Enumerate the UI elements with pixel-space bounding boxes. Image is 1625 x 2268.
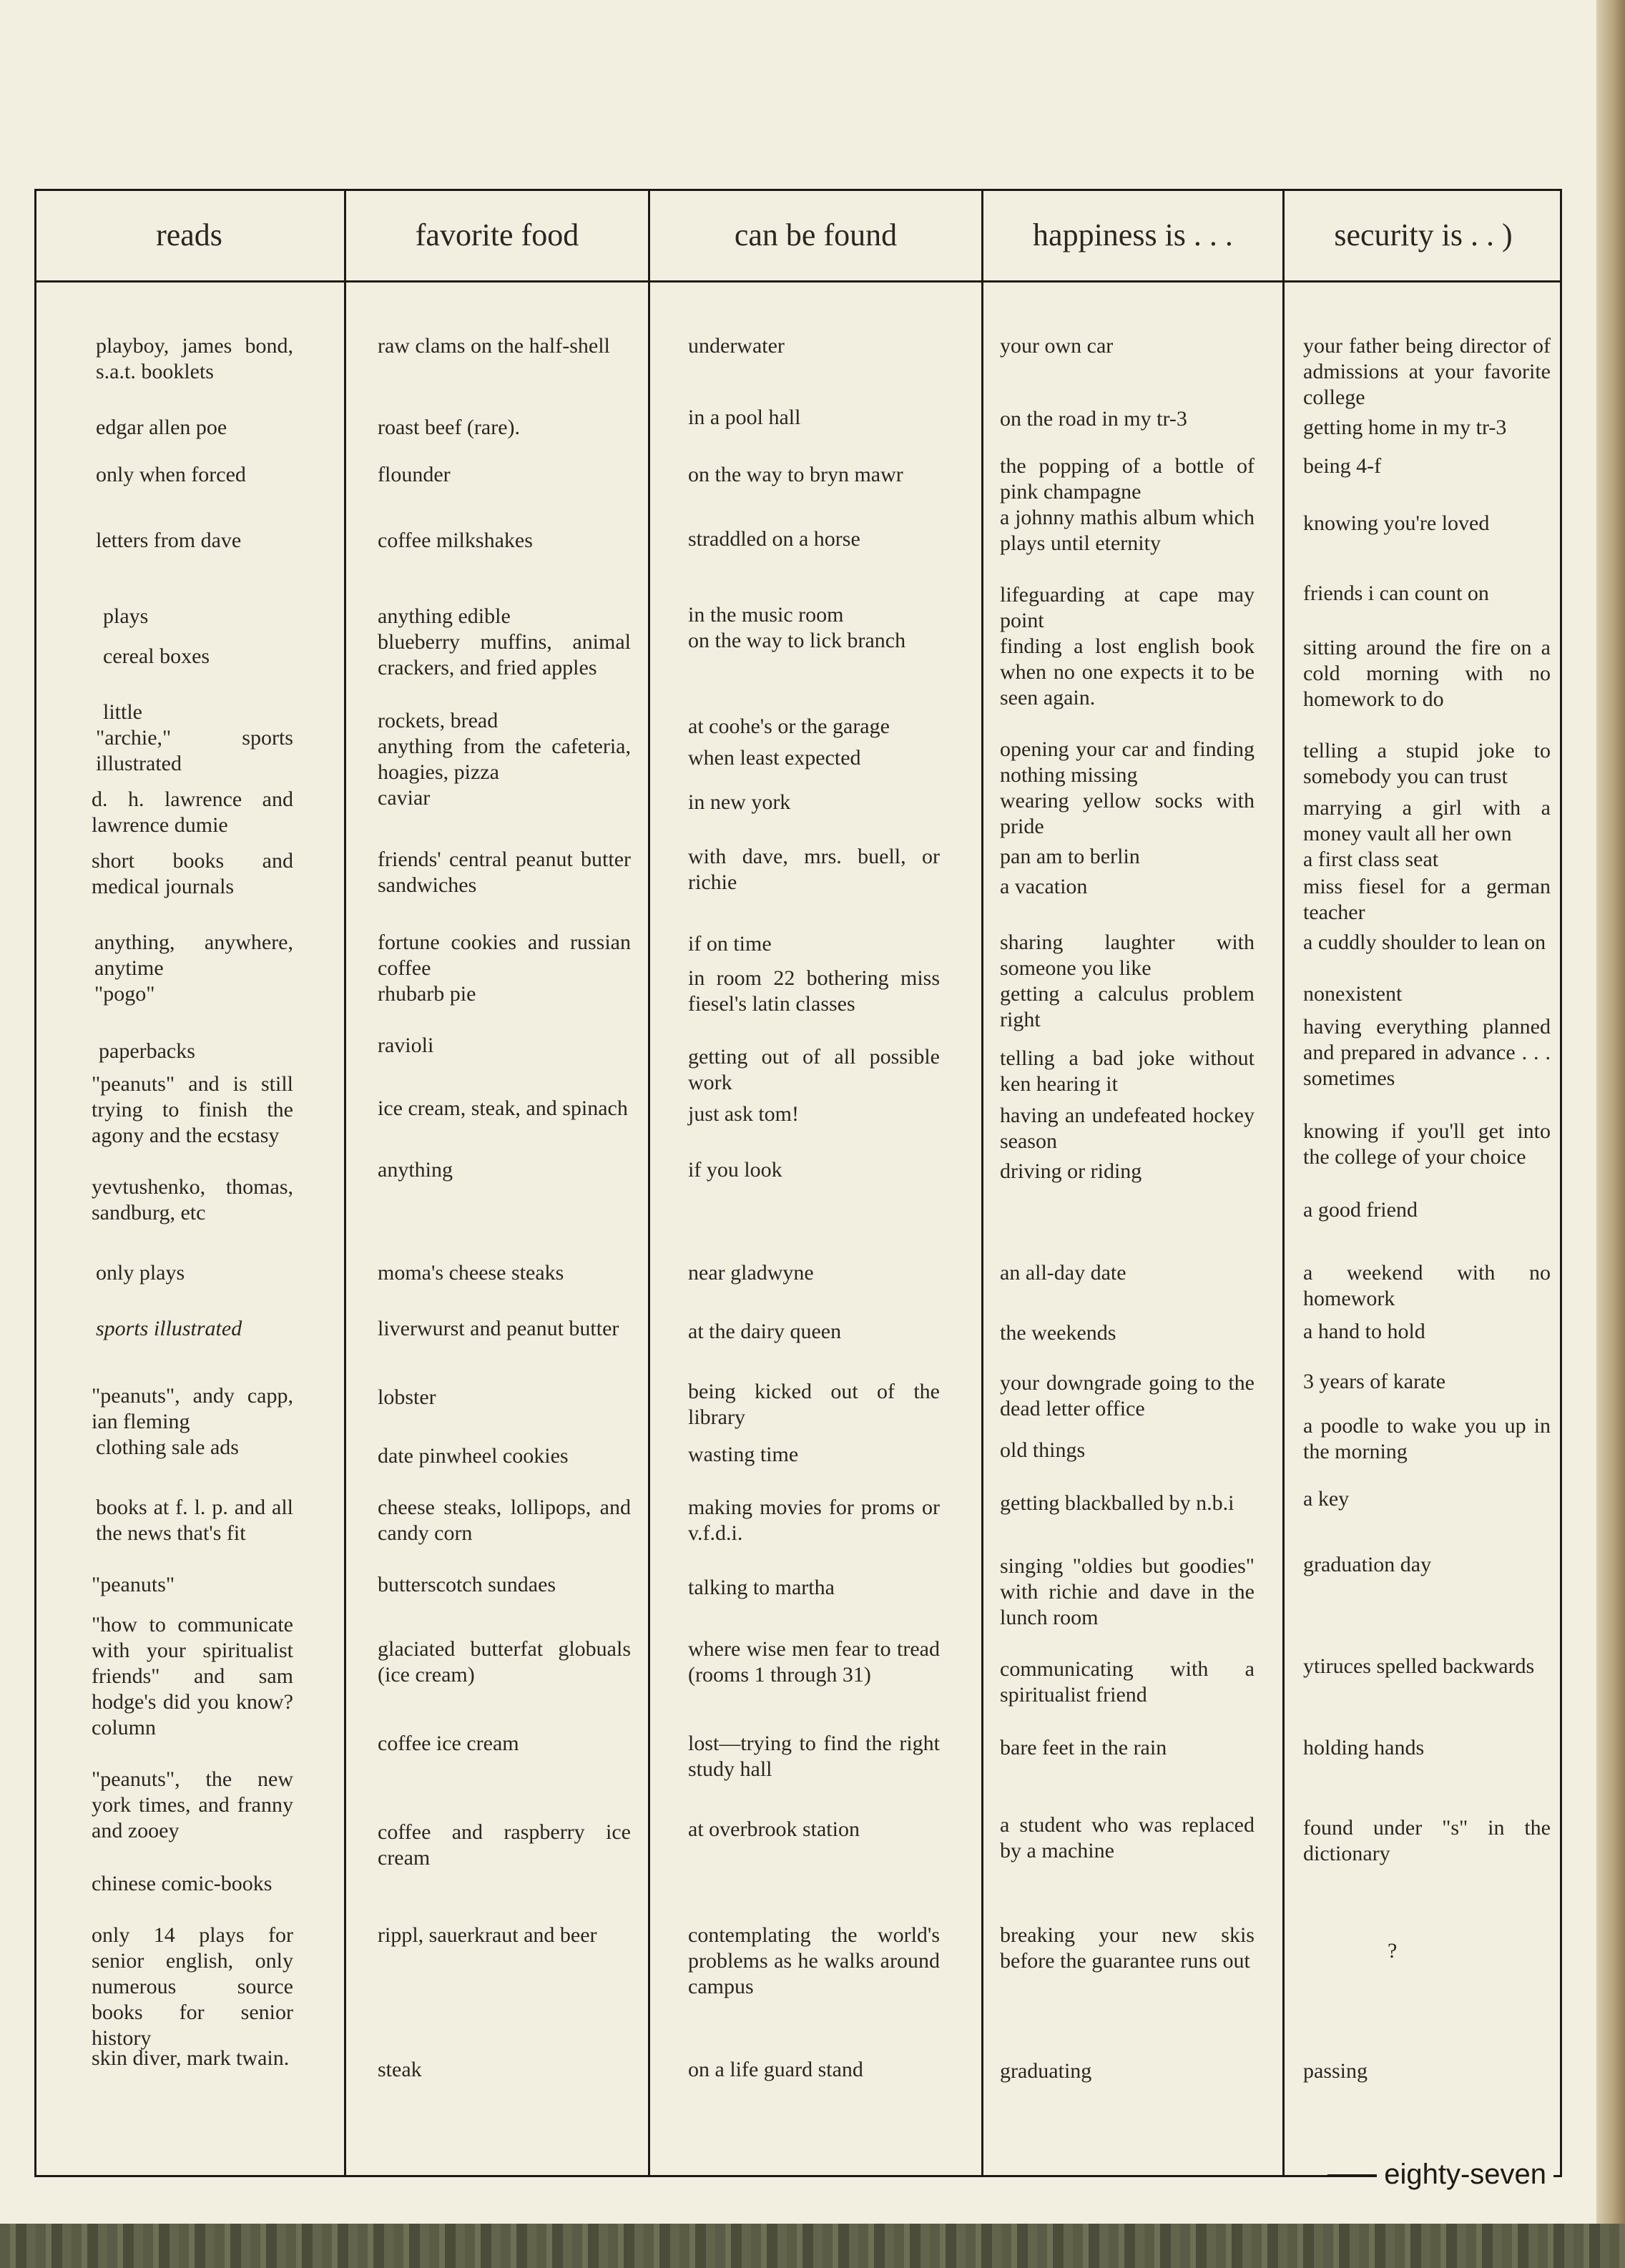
found-cell: on the way to lick branch xyxy=(688,629,906,652)
security-cell: nonexistent xyxy=(1303,982,1403,1006)
found-cell: if you look xyxy=(688,1158,782,1182)
security-cell: a first class seat xyxy=(1303,848,1439,871)
header-divider xyxy=(34,280,1562,283)
reads-cell: little xyxy=(103,700,142,724)
security-cell: a cuddly shoulder to lean on xyxy=(1303,931,1546,954)
page-number: eighty-seven xyxy=(1377,2159,1553,2191)
reads-cell: only plays xyxy=(96,1261,185,1285)
header-security: security is . . ) xyxy=(1334,217,1513,252)
happiness-cell: a vacation xyxy=(1000,875,1088,898)
food-cell: coffee and raspberry ice cream xyxy=(378,1820,631,1870)
food-cell: cheese steaks, lollipops, and candy corn xyxy=(378,1496,631,1545)
happiness-cell: an all-day date xyxy=(1000,1261,1126,1285)
found-cell: in the music room xyxy=(688,603,844,627)
found-cell: in a pool hall xyxy=(688,406,801,429)
food-cell: roast beef (rare). xyxy=(378,416,521,439)
food-cell: coffee milkshakes xyxy=(378,529,533,552)
column-divider xyxy=(648,189,650,2177)
happiness-cell: singing "oldies but goodies" with richie and dave in the lunch room xyxy=(1000,1554,1255,1629)
security-cell: having everything planned and prepared in advance . . . sometimes xyxy=(1303,1015,1551,1090)
found-cell: if on time xyxy=(688,932,772,956)
happiness-cell: old things xyxy=(1000,1438,1086,1462)
food-cell: flounder xyxy=(378,463,451,486)
found-cell: when least expected xyxy=(688,746,861,770)
security-cell: found under "s" in the dictionary xyxy=(1303,1816,1551,1865)
happiness-cell: bare feet in the rain xyxy=(1000,1736,1167,1759)
food-cell: glaciated butterfat globuals (ice cream) xyxy=(378,1637,631,1687)
food-cell: anything xyxy=(378,1158,453,1182)
happiness-cell: getting a calculus problem right xyxy=(1000,982,1255,1031)
found-cell: wasting time xyxy=(688,1443,799,1466)
security-cell: friends i can count on xyxy=(1303,581,1489,605)
food-cell: blueberry muffins, animal crackers, and fried apples xyxy=(378,630,631,679)
found-cell: underwater xyxy=(688,334,785,358)
security-cell: knowing if you'll get into the college of your choice xyxy=(1303,1119,1551,1169)
found-cell: being kicked out of the library xyxy=(688,1380,940,1429)
column-divider xyxy=(981,189,983,2177)
happiness-cell: driving or riding xyxy=(1000,1159,1142,1183)
security-cell: ytiruces spelled backwards xyxy=(1303,1654,1535,1678)
happiness-cell: on the road in my tr-3 xyxy=(1000,407,1187,431)
security-cell: your father being director of admissions at your favorite college xyxy=(1303,334,1551,409)
happiness-cell: finding a lost english book when no one expects it to be seen again. xyxy=(1000,634,1255,710)
happiness-cell: wearing yellow socks with pride xyxy=(1000,789,1255,838)
column-divider xyxy=(344,189,346,2177)
food-cell: raw clams on the half-shell xyxy=(378,334,610,358)
found-cell: talking to martha xyxy=(688,1576,835,1599)
reads-cell: d. h. lawrence and lawrence dumie xyxy=(92,787,293,837)
food-cell: coffee ice cream xyxy=(378,1732,519,1755)
reads-cell: "peanuts" xyxy=(92,1573,175,1596)
reads-cell: only when forced xyxy=(96,463,246,486)
happiness-cell: a johnny mathis album which plays until eternity xyxy=(1000,506,1255,555)
security-cell: getting home in my tr-3 xyxy=(1303,416,1507,439)
reads-cell: only 14 plays for senior english, only numerous source books for senior history xyxy=(92,1923,293,2050)
food-cell: ice cream, steak, and spinach xyxy=(378,1096,628,1120)
happiness-cell: the popping of a bottle of pink champagne xyxy=(1000,454,1255,504)
reads-cell: "pogo" xyxy=(94,982,155,1006)
found-cell: in room 22 bothering miss fiesel's latin classes xyxy=(688,966,940,1016)
security-cell: marrying a girl with a money vault all her own xyxy=(1303,796,1551,845)
happiness-cell: breaking your new skis before the guarantee runs out xyxy=(1000,1923,1255,1973)
security-cell: a key xyxy=(1303,1487,1350,1511)
header-favorite-food: favorite food xyxy=(415,217,579,252)
security-cell: passing xyxy=(1303,2059,1368,2083)
found-cell: in new york xyxy=(688,790,791,814)
reads-cell: letters from dave xyxy=(96,529,242,552)
reads-cell: edgar allen poe xyxy=(96,416,227,439)
food-cell: rhubarb pie xyxy=(378,982,476,1006)
happiness-cell: graduating xyxy=(1000,2059,1092,2083)
header-reads: reads xyxy=(156,217,222,252)
happiness-cell: the weekends xyxy=(1000,1321,1116,1345)
header-can-be-found: can be found xyxy=(734,217,898,252)
reads-cell: playboy, james bond, s.a.t. booklets xyxy=(96,334,293,383)
reads-cell: short books and medical journals xyxy=(92,849,293,898)
happiness-cell: sharing laughter with someone you like xyxy=(1000,931,1255,980)
happiness-cell: having an undefeated hockey season xyxy=(1000,1104,1255,1153)
column-divider xyxy=(1282,189,1285,2177)
page-number-rule xyxy=(1327,2174,1379,2176)
happiness-cell: opening your car and finding nothing missing xyxy=(1000,737,1255,787)
happiness-cell: a student who was replaced by a machine xyxy=(1000,1813,1255,1862)
reads-cell: cereal boxes xyxy=(103,644,210,668)
food-cell: friends' central peanut butter sandwiches xyxy=(378,848,631,897)
found-cell: contemplating the world's problems as he walks around campus xyxy=(688,1923,940,1998)
food-cell: moma's cheese steaks xyxy=(378,1261,564,1285)
found-cell: on a life guard stand xyxy=(688,2058,863,2081)
security-cell: graduation day xyxy=(1303,1553,1432,1576)
reads-cell: paperbacks xyxy=(99,1039,195,1063)
found-cell: just ask tom! xyxy=(688,1102,799,1126)
found-cell: straddled on a horse xyxy=(688,527,860,551)
page-bottom-edge xyxy=(0,2224,1625,2268)
found-cell: on the way to bryn mawr xyxy=(688,463,903,486)
security-cell: a good friend xyxy=(1303,1198,1418,1222)
reads-cell: "archie," sports illustrated xyxy=(96,726,293,775)
food-cell: rippl, sauerkraut and beer xyxy=(378,1923,597,1947)
happiness-cell: getting blackballed by n.b.i xyxy=(1000,1491,1234,1515)
security-cell: a weekend with no homework xyxy=(1303,1261,1551,1310)
reads-cell: "peanuts", the new york times, and franny and zooey xyxy=(92,1767,293,1842)
security-cell: a poodle to wake you up in the morning xyxy=(1303,1414,1551,1463)
happiness-cell: telling a bad joke without ken hearing it xyxy=(1000,1046,1255,1096)
reads-cell: "peanuts" and is still trying to finish the agony and the ecstasy xyxy=(92,1072,293,1147)
security-cell: ? xyxy=(1388,1939,1398,1963)
found-cell: getting out of all possible work xyxy=(688,1045,940,1094)
found-cell: at overbrook station xyxy=(688,1817,860,1841)
food-cell: ravioli xyxy=(378,1034,434,1057)
food-cell: rockets, bread xyxy=(378,709,499,732)
reads-cell: yevtushenko, thomas, sandburg, etc xyxy=(92,1175,293,1224)
security-cell: a hand to hold xyxy=(1303,1320,1425,1343)
reads-cell: "how to communicate with your spiritualist friends" and sam hodge's did you know? column xyxy=(92,1613,293,1739)
happiness-cell: your own car xyxy=(1000,334,1114,358)
found-cell: with dave, mrs. buell, or richie xyxy=(688,845,940,894)
food-cell: butterscotch sundaes xyxy=(378,1573,556,1596)
happiness-cell: your downgrade going to the dead letter office xyxy=(1000,1371,1255,1420)
reads-cell: clothing sale ads xyxy=(96,1435,239,1459)
security-cell: 3 years of karate xyxy=(1303,1370,1446,1393)
food-cell: anything from the cafeteria, hoagies, pizza xyxy=(378,735,631,784)
found-cell: lost—trying to find the right study hall xyxy=(688,1732,940,1781)
security-cell: sitting around the fire on a cold morning with no homework to do xyxy=(1303,636,1551,711)
reads-cell: plays xyxy=(103,604,149,628)
happiness-cell: communicating with a spiritualist friend xyxy=(1000,1657,1255,1707)
reads-cell: books at f. l. p. and all the news that's fit xyxy=(96,1496,293,1545)
happiness-cell: lifeguarding at cape may point xyxy=(1000,583,1255,632)
food-cell: anything edible xyxy=(378,604,511,628)
reads-cell: sports illustrated xyxy=(96,1317,242,1340)
security-cell: knowing you're loved xyxy=(1303,511,1490,535)
found-cell: where wise men fear to tread (rooms 1 through 31) xyxy=(688,1637,940,1687)
reads-cell: chinese comic-books xyxy=(92,1872,273,1895)
food-cell: lobster xyxy=(378,1385,436,1409)
reads-cell: "peanuts", andy capp, ian fleming xyxy=(92,1384,293,1433)
reads-cell: skin diver, mark twain. xyxy=(92,2046,290,2070)
security-cell: holding hands xyxy=(1303,1736,1425,1759)
food-cell: caviar xyxy=(378,786,431,810)
found-cell: at coohe's or the garage xyxy=(688,715,890,738)
security-cell: being 4-f xyxy=(1303,454,1382,478)
found-cell: making movies for proms or v.f.d.i. xyxy=(688,1496,940,1545)
page-edge xyxy=(1596,0,1625,2268)
header-happiness: happiness is . . . xyxy=(1033,217,1233,252)
reads-cell: anything, anywhere, anytime xyxy=(94,931,293,980)
food-cell: fortune cookies and russian coffee xyxy=(378,931,631,980)
happiness-cell: pan am to berlin xyxy=(1000,845,1140,868)
security-cell: telling a stupid joke to somebody you can trust xyxy=(1303,739,1551,788)
food-cell: date pinwheel cookies xyxy=(378,1444,569,1468)
food-cell: liverwurst and peanut butter xyxy=(378,1317,619,1340)
food-cell: steak xyxy=(378,2058,422,2081)
security-cell: miss fiesel for a german teacher xyxy=(1303,875,1551,924)
found-cell: at the dairy queen xyxy=(688,1320,842,1343)
found-cell: near gladwyne xyxy=(688,1261,814,1285)
